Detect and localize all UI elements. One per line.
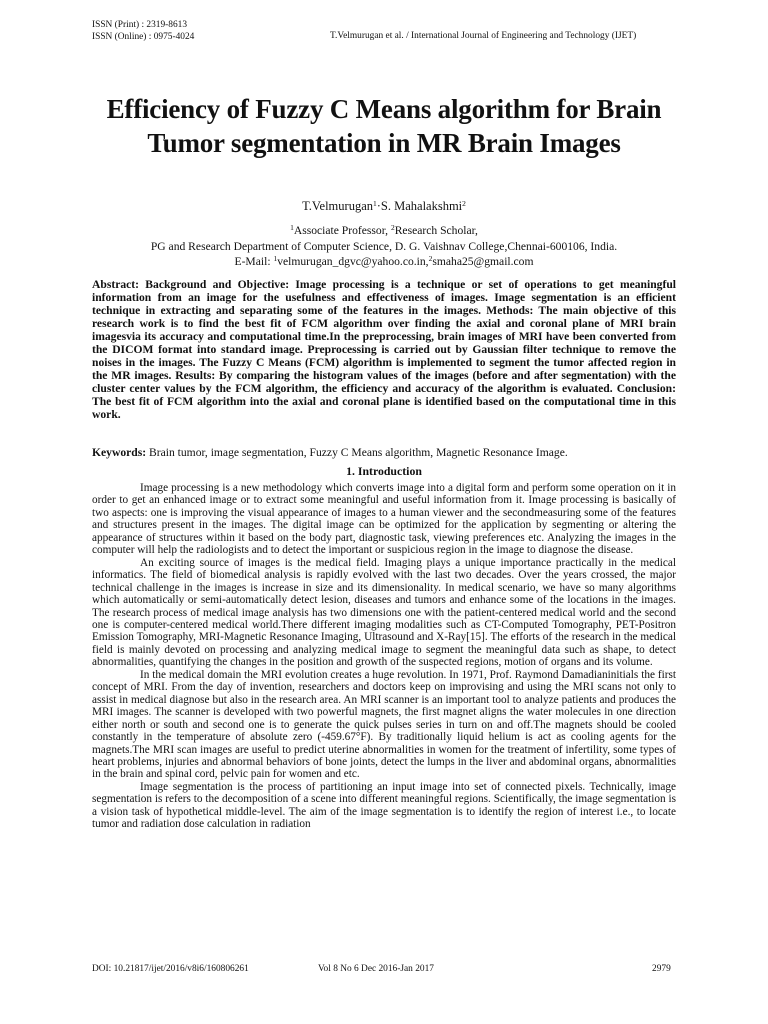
author-roles bbox=[90, 223, 678, 239]
author-2: ·S. Mahalakshmi bbox=[376, 199, 463, 213]
keywords bbox=[92, 446, 676, 459]
department: PG and Research Department of Computer Science, D. G. Vaishnav College,Chennai-600106, India. bbox=[150, 239, 618, 253]
abstract: Abstract: Background and Objective: Image processing is a technique or set of operations to get meaningful information from an image for the usefulness and effectiveness of images. Image segmentation is an efficient technique in extracting and separating some of the features in the images. Methods: The main objective of this research work is to find the best fit of FCM algorithm over finding the axial and coronal plane of MRI brain imagesvia its accuracy and computational time.In the preprocessing, brain images of MRI have been converted from the DICOM format into standard image. Preprocessing is carried out by Gaussian filter technique to remove the noises in the images. The Fuzzy C Means (FCM) algorithm is implemented to segment the tumor affected region in the MR images. Results: By comparing the histogram values of the images (before and after segmentation) with the cluster center values by the FCM algorithm, the efficiency and accuracy of the algorithm is evaluated. Conclusion: The best fit of FCM algorithm into the axial and coronal plane is identified based on the computational time in this work. bbox=[92, 278, 676, 421]
email-2: smaha25@gmail.com bbox=[432, 255, 534, 268]
email-2-sup: 2 bbox=[428, 254, 433, 263]
paragraph: An exciting source of images is the medical field. Imaging plays a unique importance practically in the medical informatics. The field of biomedical analysis is rapidly evolved with the last two decades. Over the years crossed, the major technical challenge in the images is increase in size and its dimensionality. In medical scenario, we have so many algorithms which automatically or semi-automatically detect lesion, diseases and tumors and enhance some of the locations in the images. The research process of medical image analysis has two dimensions one with the patient-centered medical world and the second one is computer-centered medical world.There different imaging modalities such as CT-Computed Tomography, PET-Positron Emission Tomography, MRI-Magnetic Resonance Imaging, Ultrasound and X-Ray[15]. The efforts of the research in the medical field is mainly devoted on processing and analyzing medical image to segment the meaningful data such as shape, to detect abnormalities, quantifying the changes in the position and growth of the suspected regions, motion of organs and its volume. bbox=[92, 556, 676, 669]
keywords-label: Keywords: bbox=[92, 446, 147, 459]
keywords-text: Brain tumor, image segmentation, Fuzzy C Means algorithm, Magnetic Resonance Image. bbox=[146, 446, 568, 459]
email-prefix: E-Mail: bbox=[234, 255, 274, 268]
paragraph: Image segmentation is the process of partitioning an input image into set of connected pixels. Technically, image segmentation is refers to the decomposition of a scene into different meaningful regions. Scientifically, the image segmentation is a vision task of hypothetical middle-level. The aim of the image segmentation is to identify the region of interest i.e., to locate tumor and radiation dose calculation in radiation bbox=[92, 780, 676, 831]
role-1-sup: 1 bbox=[290, 223, 294, 232]
role-1: Associate Professor, bbox=[293, 224, 391, 237]
email-1: velmurugan_dgvc@yahoo.co.in, bbox=[277, 255, 429, 268]
role-2: Research Scholar, bbox=[394, 224, 478, 237]
paragraph: In the medical domain the MRI evolution creates a huge revolution. In 1971, Prof. Raymond Damadianinitials the first concept of MRI. From the day of invention, researchers and doctors keep on improvising and using the MRI scans not only to assist in medical diagnose but also in the research area. An MRI scanner is an important tool to analyze patients and produces the MRI images. The scanner is developed with two powerful magnets, the first magnet aligns the water molecules in one direction either north or south and second one is to generate the quick pulses series in turn on and off.The magnets should be cooled constantly in the temperature of absolute zero (-459.67°F). By traditionally liquid helium is act as cooling agents for the magnets.The MRI scan images are useful to predict uterine abnormalities in women for the treatment of infertility, some types of heart problems, injuries and abnormal behaviors of bone joints, detect the lumps in the liver and abdominal organs, abnormalities in the brain and spinal cord, pelvic pain for women and etc. bbox=[92, 668, 676, 781]
issn-print: ISSN (Print) : 2319-8613 bbox=[92, 20, 188, 30]
author-2-sup: 2 bbox=[462, 199, 466, 208]
author-line bbox=[90, 199, 678, 214]
author-1: T.Velmurugan bbox=[302, 199, 373, 213]
issn-block bbox=[92, 19, 194, 43]
role-2-sup: 2 bbox=[390, 223, 395, 232]
issn-online: ISSN (Online) : 0975-4024 bbox=[92, 32, 195, 42]
introduction-body bbox=[92, 482, 676, 831]
affiliation-block bbox=[90, 223, 678, 270]
email-line bbox=[90, 254, 678, 270]
footer-doi: DOI: 10.21817/ijet/2016/v8i6/160806261 bbox=[92, 964, 249, 974]
paper-title: Efficiency of Fuzzy C Means algorithm for Brain Tumor segmentation in MR Brain Images bbox=[106, 94, 662, 158]
footer-volume: Vol 8 No 6 Dec 2016-Jan 2017 bbox=[318, 964, 434, 974]
section-heading-introduction: 1. Introduction bbox=[346, 464, 422, 478]
paragraph: Image processing is a new methodology which converts image into a digital form and perform some operation on it in order to get an enhanced image or to extract some meaningful and useful information from it. Image processing is basically of two aspects: one is improving the visual appearance of images to a human viewer and the secondmeasuring some of the features and structures present in the images. The digital image can be optimized for the application by segmenting or altering the appearance of structures within it based on the body part, diagnostic task, viewing preferences etc. Analyzing the images in the computer will help the radiologists and to detect the important or suspicious region in the image to diagnose the disease. bbox=[92, 482, 676, 557]
email-1-sup: 1 bbox=[273, 254, 278, 263]
footer-page-number: 2979 bbox=[652, 964, 671, 974]
author-1-sup: 1 bbox=[373, 199, 377, 208]
journal-header: T.Velmurugan et al. / International Journal of Engineering and Technology (IJET) bbox=[330, 31, 637, 41]
